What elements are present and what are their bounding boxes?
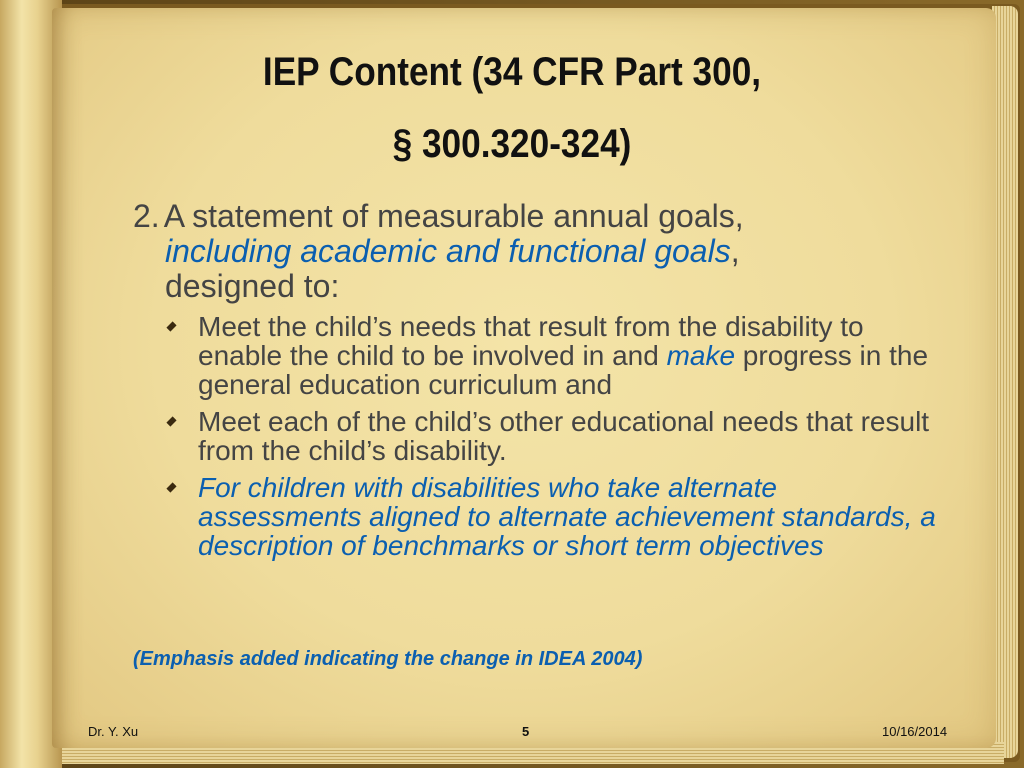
bullet-item: [166, 407, 936, 465]
item-text-a: A statement of measurable annual goals,: [163, 198, 744, 234]
bullet-list: [166, 312, 936, 568]
bullet-italic-word: make: [666, 340, 736, 371]
bullet-text-post: progress in the general education curriculum and: [198, 340, 929, 400]
item-number: 2.: [133, 198, 160, 234]
bullet-item-emphasized: [166, 473, 936, 560]
footer-page-number: 5: [522, 724, 530, 739]
item-text-b: ,: [730, 233, 740, 269]
item-text-c: designed to:: [165, 268, 340, 304]
diamond-bullet-icon: [166, 321, 176, 331]
slide-title-line-1: IEP Content (34 CFR Part 300,: [262, 50, 762, 94]
bullet-text: For children with disabilities who take alternate assessments aligned to alternate achievement standards, a description of benchmarks or short term objectives: [198, 472, 936, 561]
footer-date: 10/16/2014: [882, 724, 948, 739]
emphasis-note: (Emphasis added indicating the change in IDEA 2004): [133, 648, 643, 670]
bullet-item: [166, 312, 936, 399]
footer-author: Dr. Y. Xu: [88, 724, 139, 739]
diamond-bullet-icon: [166, 416, 176, 426]
bullet-text: Meet each of the child’s other educational needs that result from the child’s disability.: [198, 406, 930, 466]
item-continuation: [133, 234, 923, 269]
numbered-item: [133, 199, 923, 304]
diamond-bullet-icon: [166, 482, 176, 492]
bullet-text-pre: Meet the child’s needs that result from the disability to enable the child to be involved in and: [198, 311, 864, 371]
slide-title-line-2: § 300.320-324): [392, 122, 632, 166]
item-italic-phrase: including academic and functional goals: [165, 233, 731, 269]
